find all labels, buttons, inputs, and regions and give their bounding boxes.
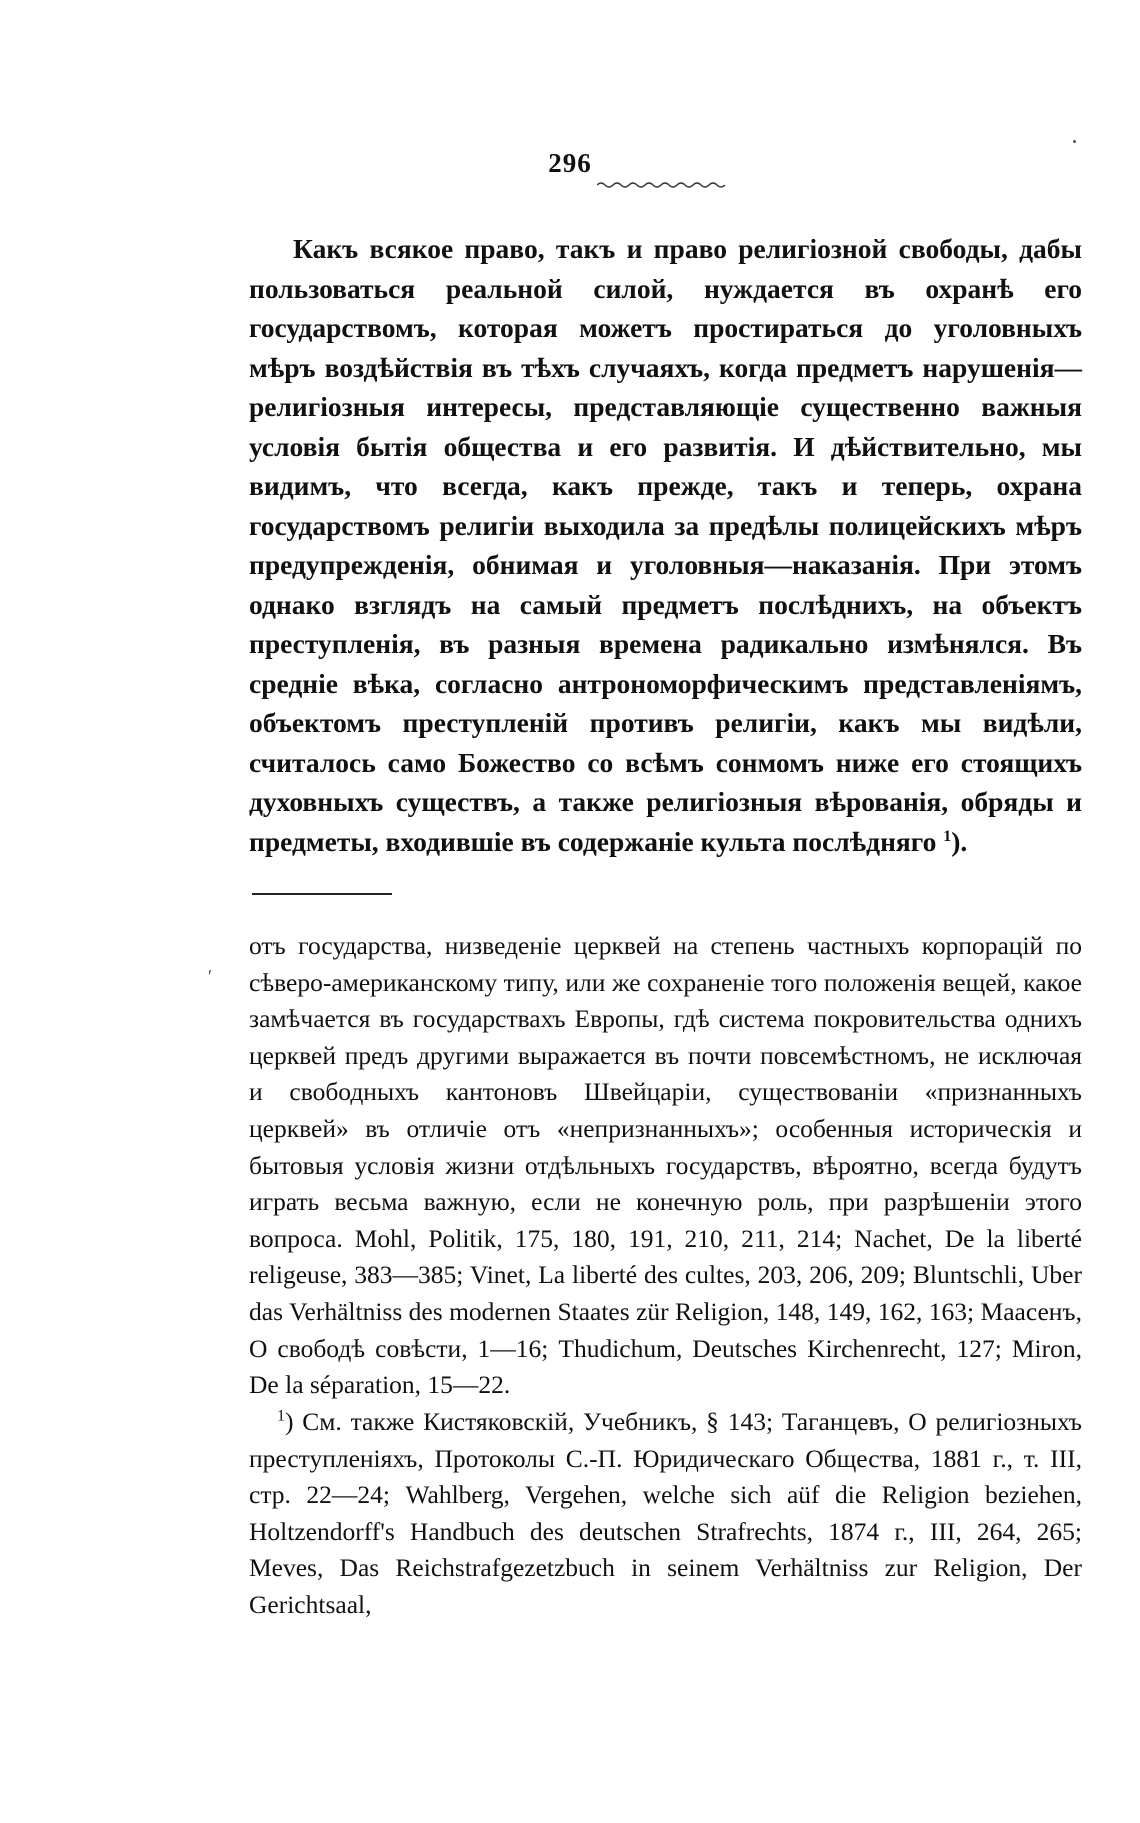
ink-speck xyxy=(1073,140,1076,143)
footnote-reference: 1 xyxy=(943,827,952,845)
footnote-1 xyxy=(249,1404,1082,1624)
main-paragraph xyxy=(249,229,1082,861)
footnote-divider xyxy=(252,893,392,895)
footnote-1-marker: 1 xyxy=(277,1407,285,1425)
stray-print-mark: ʹ xyxy=(208,966,212,986)
main-paragraph-text: Какъ всякое право, такъ и право религіозной свободы, дабы пользоваться реальной силой, нуждается въ охранѣ его государствомъ, которая можетъ простираться до уголовныхъ мѣръ воздѣйствія въ тѣхъ случаяхъ, когда предметъ нарушенія—религіозныя интересы, представляющіе существенно важныя условія бытія общества и его развитія. И дѣйствительно, мы видимъ, что всегда, какъ прежде, такъ и теперь, охрана государствомъ религіи выходила за предѣлы полицейскихъ мѣръ предупрежденія, обнимая и уголовныя—наказанія. При этомъ однако взглядъ на самый предметъ послѣднихъ, на объектъ преступленія, въ разныя времена радикально измѣнялся. Въ средніе вѣка, согласно антрономорфическимъ представленіямъ, объектомъ преступленій противъ религіи, какъ мы видѣли, считалось само Божество со всѣмъ сонмомъ ниже его стоящихъ духовныхъ существъ, а также религіозныя вѣрованія, обряды и предметы, входившіе въ содержаніе культа послѣдняго xyxy=(249,233,1082,857)
footnote-continuation: отъ государства, низведеніе церквей на степень частныхъ корпорацій по сѣверо-американскому типу, или же сохраненіе того положенія вещей, какое замѣчается въ государствахъ Европы, гдѣ система покровительства однихъ церквей предъ другими выражается въ почти повсемѣстномъ, не исключая и свободныхъ кантоновъ Швейцаріи, существованіи «признанныхъ церквей» въ отличіе отъ «непризнанныхъ»; особенныя историческія и бытовыя условія жизни отдѣльныхъ государствъ, вѣроятно, всегда будутъ играть весьма важную, если не конечную роль, при разрѣшеніи этого вопроса. Mohl, Politik, 175, 180, 191, 210, 211, 214; Nachet, De la liberté religeuse, 383—385; Vinet, La liberté des cultes, 203, 206, 209; Bluntschli, Uber das Verhältniss des modernen Staates zür Religion, 148, 149, 162, 163; Маасенъ, О свободѣ совѣсти, 1—16; Thudichum, Deutsches Kirchenrecht, 127; Miron, De la séparation, 15—22. xyxy=(249,931,1082,1400)
page-number: 296 xyxy=(548,148,592,178)
footnote-1-text: ) См. также Кистяковскій, Учебникъ, § 143; Таганцевъ, О религіозныхъ преступленіяхъ, Протоколы С.-П. Юридическаго Общества, 1881 г., т. III, стр. 22—24; Wahlberg, Vergehen, welche sich aüf die Religion beziehen, Holtzendorff's Handbuch des deutschen Strafrechts, 1874 г., III, 264, 265; Meves, Das Reichstrafgezetzbuch in seinem Verhältniss zur Religion, Der Gerichtsaal, xyxy=(249,1407,1082,1619)
page-number-ornament xyxy=(597,180,727,190)
main-paragraph-closing: ). xyxy=(951,825,968,857)
